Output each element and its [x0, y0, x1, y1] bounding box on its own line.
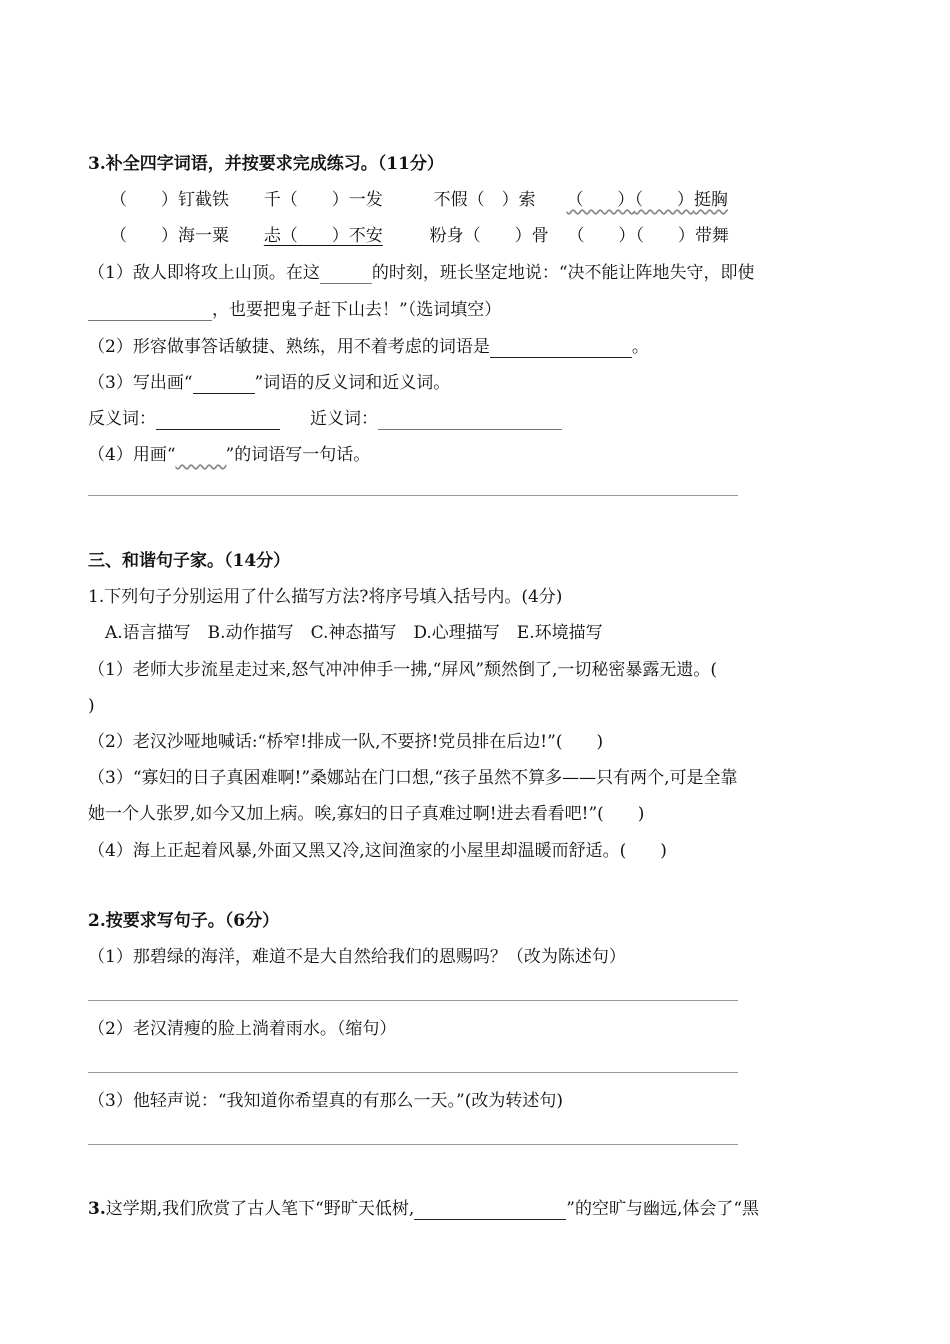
- rewrite-sentence-2: （2）老汉清瘦的脸上淌着雨水。（缩句）: [88, 1019, 397, 1039]
- word-item: 粉身（ ）骨: [429, 226, 549, 246]
- subquestion-text: ”的词语写一句话。: [225, 445, 371, 465]
- word-item: 带舞: [694, 226, 729, 246]
- wavy-word-text: 挺胸: [693, 190, 728, 210]
- antonym-label: 反义词：: [88, 409, 156, 429]
- sentence-3-line-1: （3）“寡妇的日子真困难啊!”桑娜站在门口想,“孩子虽然不算多——只有两个,可是全靠: [88, 768, 738, 788]
- word-item: （ ）: [635, 226, 695, 246]
- subquestion-3: [88, 372, 450, 394]
- subquestion-text: （4）用画“: [88, 445, 176, 465]
- question-number: 3.: [88, 1199, 106, 1219]
- subquestion-1-line-2: [88, 299, 501, 321]
- answer-blank[interactable]: [320, 265, 372, 284]
- answer-blank[interactable]: [88, 302, 212, 321]
- answer-line[interactable]: [88, 1000, 738, 1001]
- word-row-2: [110, 225, 729, 247]
- subquestion-1-line-1: [88, 262, 755, 284]
- word-item: 不假（ ）索: [433, 190, 536, 210]
- answer-blank[interactable]: [490, 339, 632, 358]
- question-text: 这学期,我们欣赏了古人笔下“野旷天低树,: [105, 1199, 415, 1219]
- sentence-3-line-2: 她一个人张罗,如今又加上病。唉,寡妇的日子真难过啊!进去看看吧!”( ): [88, 804, 645, 824]
- wavy-word-blank: （ ）: [634, 190, 694, 210]
- answer-blank[interactable]: [414, 1201, 566, 1220]
- rewrite-sentence-1: （1）那碧绿的海洋，难道不是大自然给我们的恩赐吗？（改为陈述句）: [88, 947, 626, 967]
- sentence-2: （2）老汉沙哑地喊话:“桥窄!排成一队,不要挤!党员排在后边!”( ): [88, 732, 604, 752]
- wavy-word-blank: （ ）: [566, 190, 635, 210]
- part3-q1-title: 1.下列句子分别运用了什么描写方法?将序号填入括号内。(4分): [88, 587, 563, 607]
- antonym-synonym-line: [88, 408, 562, 430]
- synonym-blank[interactable]: [378, 411, 562, 430]
- rewrite-sentence-3: （3）他轻声说：“我知道你希望真的有那么一天。”(改为转述句): [88, 1091, 563, 1111]
- underline-sample: [193, 375, 255, 394]
- wavy-underline-sample: [176, 444, 226, 466]
- description-options: A.语言描写 B.动作描写 C.神态描写 D.心理描写 E.环境描写: [105, 623, 603, 643]
- subquestion-text: （3）写出画“: [88, 373, 193, 393]
- subquestion-2: [88, 336, 649, 358]
- subquestion-text: ，也要把鬼子赶下山去！”（选词填空）: [212, 300, 502, 320]
- answer-line[interactable]: [88, 1144, 738, 1145]
- section-3-title: 三、和谐句子家。（14分）: [88, 551, 291, 571]
- subquestion-text: （2）形容做事答话敏捷、熟练，用不着考虑的词语是: [88, 337, 490, 357]
- subquestion-text: （1）敌人即将攻上山顶。在这: [88, 263, 320, 283]
- subquestion-4: [88, 444, 370, 466]
- question-3-title: 3.补全四字词语，并按要求完成练习。（11分）: [88, 154, 444, 174]
- word-item: 千（ ）一发: [263, 190, 383, 210]
- answer-line[interactable]: [88, 495, 738, 496]
- subquestion-text: 。: [631, 337, 649, 357]
- subquestion-text: ”词语的反义词和近义词。: [254, 373, 451, 393]
- word-row-1: [110, 189, 728, 211]
- sentence-4: （4）海上正起着风暴,外面又黑又冷,这间渔家的小屋里却温暖而舒适。( ): [88, 841, 667, 861]
- synonym-label: 近义词：: [310, 409, 378, 429]
- subquestion-text: 的时刻，班长坚定地说：“决不能让阵地失守，即使: [371, 263, 755, 283]
- word-item: （ ）: [567, 226, 636, 246]
- antonym-blank[interactable]: [156, 411, 280, 430]
- sentence-1-line-1: （1）老师大步流星走过来,怒气冲冲伸手一拂,“屏风”颓然倒了,一切秘密暴露无遗。(: [88, 660, 718, 680]
- underlined-word: 忐（ ）不安: [263, 226, 383, 246]
- answer-line[interactable]: [88, 1072, 738, 1073]
- sentence-1-line-2: ): [88, 696, 95, 716]
- question-text: ”的空旷与幽远,体会了“黑: [566, 1199, 760, 1219]
- part3-q2-title: 2.按要求写句子。（6分）: [88, 911, 280, 931]
- part3-q3-line: [88, 1198, 759, 1220]
- word-item: （ ）钉截铁: [110, 190, 229, 210]
- word-item: （ ）海一粟: [110, 226, 229, 246]
